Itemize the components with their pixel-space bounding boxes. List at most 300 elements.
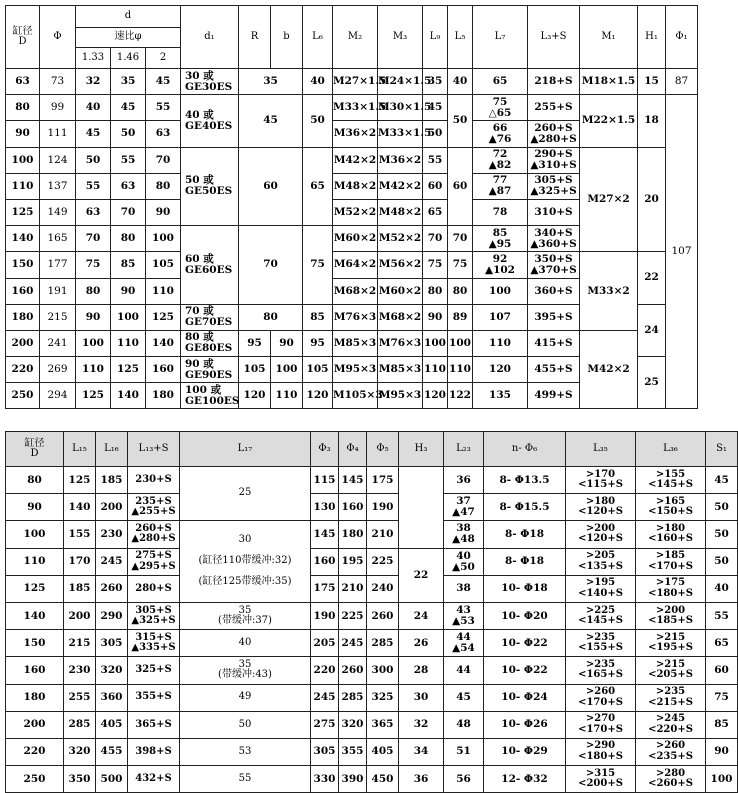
cell-l9: 35 [423,69,448,95]
cell-l13s: 355+S [128,684,180,711]
cell-m3: M68×2 [378,304,423,330]
cell-l7: 65 [473,69,528,95]
cell-phi4: 195 [339,548,367,575]
cell-d: 125 [6,199,40,225]
cell-nphi6: 10- Φ29 [484,738,566,765]
header2-l23: L₂₃ [444,432,484,467]
cell-m2: M60×2 [333,226,378,252]
header-ratio-146: 1.46 [111,48,146,69]
cell-d: 80 [6,467,64,494]
cell-d133: 40 [76,95,111,121]
cell-l13s: 260+S ▲280+S [128,521,180,548]
cell-l17: 49 [180,684,311,711]
cell-l7: 120 [473,357,528,383]
cell-d: 100 [6,147,40,173]
header-m3: M₃ [378,6,423,69]
cell-h3: 30 [399,684,444,711]
cell-nphi6: 8- Φ18 [484,521,566,548]
header-l3s: L₃+S [528,6,580,69]
cell-l36: >280 <260+S [636,766,706,793]
table-row [6,738,738,765]
cell-d133: 90 [76,304,111,330]
cell-l36: >200 <185+S [636,602,706,629]
header-phi1: Φ₁ [666,6,698,69]
cell-l9: 75 [423,252,448,278]
cell-phi4: 390 [339,766,367,793]
cell-l35: >235 <155+S [566,630,636,657]
cell-l6: 105 [303,357,333,383]
cell-h3: 36 [399,766,444,793]
cell-l13s: 275+S ▲295+S [128,548,180,575]
cell-h1: 20 [638,147,666,252]
cell-l16: 290 [96,602,128,629]
cell-l16: 245 [96,548,128,575]
cell-l15: 185 [64,575,96,602]
cell-l35: >270 <170+S [566,711,636,738]
cell-l23: 45 [444,684,484,711]
cell-l6: 95 [303,330,333,356]
cell-l3s: 290+S ▲310+S [528,147,580,173]
table-row [6,766,738,793]
cell-phi4: 145 [339,467,367,494]
cell-l23: 48 [444,711,484,738]
cell-d133: 75 [76,252,111,278]
header-l7: L₇ [473,6,528,69]
cell-d2: 180 [146,383,181,409]
cell-nphi6: 12- Φ32 [484,766,566,793]
cell-phi4: 225 [339,602,367,629]
cell-phi5: 365 [367,711,399,738]
cell-s1: 60 [706,657,738,684]
cell-d133: 32 [76,69,111,95]
cell-m2: M105×3 [333,383,378,409]
cell-d: 250 [6,766,64,793]
cell-l23: 38 [444,575,484,602]
cell-nphi6: 10- Φ22 [484,657,566,684]
cell-s1: 50 [706,548,738,575]
cell-l36: >215 <205+S [636,657,706,684]
cell-l17: 55 [180,766,311,793]
cell-d146: 140 [111,383,146,409]
cell-l7: 92 ▲102 [473,252,528,278]
cell-h3: 32 [399,711,444,738]
cell-l9: 55 [423,147,448,173]
cell-d146: 45 [111,95,146,121]
cell-h3: 28 [399,657,444,684]
cell-l3s: 218+S [528,69,580,95]
cell-m3: M52×2 [378,226,423,252]
table-cylinder-dimensions-1 [5,5,698,409]
cell-phi5: 325 [367,684,399,711]
header2-phi5: Φ₅ [367,432,399,467]
cell-d1: 30 或 GE30ES [181,69,239,95]
cell-phi3: 275 [311,711,339,738]
cell-phi5: 190 [367,494,399,521]
cell-d: 200 [6,330,40,356]
cell-nphi6: 10- Φ18 [484,575,566,602]
cell-d: 90 [6,494,64,521]
table-row [6,684,738,711]
cell-l36: >260 <235+S [636,738,706,765]
cell-d1: 100 或 GE100ES [181,383,239,409]
cell-l15: 155 [64,521,96,548]
cell-s1: 85 [706,711,738,738]
cell-l13s: 235+S ▲255+S [128,494,180,521]
cell-d146: 70 [111,199,146,225]
cell-m3: M48×2 [378,199,423,225]
header2-s1: S₁ [706,432,738,467]
cell-l35: >315 <200+S [566,766,636,793]
cell-r: 70 [239,226,303,305]
cell-phi3: 220 [311,657,339,684]
cell-phi3: 190 [311,602,339,629]
header2-l13s: L₁₃+S [128,432,180,467]
cell-d: 160 [6,278,40,304]
cell-l7: 78 [473,199,528,225]
header2-phi3: Φ₃ [311,432,339,467]
cell-l16: 455 [96,738,128,765]
cell-l23: 44 [444,657,484,684]
cell-phi: 137 [40,173,76,199]
cell-s1: 50 [706,494,738,521]
cell-h1: 24 [638,304,666,356]
cell-l16: 405 [96,711,128,738]
cell-nphi6: 8- Φ13.5 [484,467,566,494]
cell-l36: >235 <215+S [636,684,706,711]
table-row [6,69,698,95]
cell-l6: 85 [303,304,333,330]
cell-l9: 120 [423,383,448,409]
table-row [6,95,698,121]
cell-d146: 100 [111,304,146,330]
table-row [6,330,698,356]
cell-nphi6: 8- Φ15.5 [484,494,566,521]
cell-m2: M76×3 [333,304,378,330]
cell-d2: 160 [146,357,181,383]
cell-l35: >170 <115+S [566,467,636,494]
header-d-group: d [76,6,181,28]
cell-l15: 200 [64,602,96,629]
cell-d: 220 [6,357,40,383]
cell-l3s: 395+S [528,304,580,330]
cell-b: 110 [271,383,303,409]
header-ratio-133: 1.33 [76,48,111,69]
cell-m1: M18×1.5 [580,69,638,95]
cell-phi5: 240 [367,575,399,602]
cell-l5: 89 [448,304,473,330]
header2-l16: L₁₆ [96,432,128,467]
cell-l16: 500 [96,766,128,793]
cell-l9: 60 [423,173,448,199]
cell-d: 220 [6,738,64,765]
cell-phi5: 175 [367,467,399,494]
cell-l6: 65 [303,147,333,226]
cell-l36: >165 <150+S [636,494,706,521]
cell-d1: 40 或 GE40ES [181,95,239,147]
cell-l7: 85 ▲95 [473,226,528,252]
header-r: R [239,6,271,69]
cell-m2: M33×1.5 [333,95,378,121]
cell-l9: 90 [423,304,448,330]
cell-phi3: 145 [311,521,339,548]
cell-phi: 294 [40,383,76,409]
cell-d133: 63 [76,199,111,225]
cell-m1: M22×1.5 [580,95,638,147]
cell-l35: >195 <140+S [566,575,636,602]
cell-l9: 100 [423,330,448,356]
cell-d146: 63 [111,173,146,199]
cell-phi: 215 [40,304,76,330]
cell-m2: M64×2 [333,252,378,278]
cell-b: 90 [271,330,303,356]
cell-m2: M85×3 [333,330,378,356]
header-m1: M₁ [580,6,638,69]
cell-d133: 100 [76,330,111,356]
cell-l7: 72 ▲82 [473,147,528,173]
cell-m2: M95×3 [333,357,378,383]
cell-l17: 30 (缸径110带缓冲:32) (缸径125带缓冲:35) [180,521,311,603]
header-l5: L₅ [448,6,473,69]
cell-phi1: 87 [666,69,698,95]
cell-s1: 65 [706,630,738,657]
cell-phi: 177 [40,252,76,278]
cell-s1: 55 [706,602,738,629]
cell-l9: 65 [423,199,448,225]
cell-l35: >235 <165+S [566,657,636,684]
cell-d133: 125 [76,383,111,409]
cell-nphi6: 10- Φ26 [484,711,566,738]
cell-m2: M42×2 [333,147,378,173]
cell-l23: 51 [444,738,484,765]
table-row [6,467,738,494]
cell-d: 125 [6,575,64,602]
cell-m3: M42×2 [378,173,423,199]
cell-l5: 80 [448,278,473,304]
cell-d146: 110 [111,330,146,356]
cell-d: 180 [6,304,40,330]
cell-l23: 40 ▲50 [444,548,484,575]
cell-m3: M76×3 [378,330,423,356]
cell-d: 63 [6,69,40,95]
cell-h3: 22 [399,548,444,602]
cell-s1: 45 [706,467,738,494]
cell-r: 35 [239,69,303,95]
cell-l3s: 310+S [528,199,580,225]
cell-d: 160 [6,657,64,684]
cell-l35: >225 <145+S [566,602,636,629]
cell-l17: 40 [180,630,311,657]
header2-l35: L₃₅ [566,432,636,467]
cell-l35: >180 <120+S [566,494,636,521]
cell-r: 105 [239,357,271,383]
header-d1: d₁ [181,6,239,69]
cell-l17: 25 [180,467,311,521]
cell-m2: M68×2 [333,278,378,304]
cell-l13s: 365+S [128,711,180,738]
header-l9: L₉ [423,6,448,69]
cell-d146: 80 [111,226,146,252]
cell-d146: 85 [111,252,146,278]
cell-d2: 55 [146,95,181,121]
cell-d1: 90 或 GE90ES [181,357,239,383]
cell-d: 150 [6,630,64,657]
cell-d133: 45 [76,121,111,147]
cell-l13s: 398+S [128,738,180,765]
cell-b: 100 [271,357,303,383]
cell-phi3: 245 [311,684,339,711]
cell-l3s: 415+S [528,330,580,356]
cell-m3: M56×2 [378,252,423,278]
cell-d146: 35 [111,69,146,95]
cell-l7: 107 [473,304,528,330]
cell-h3: 26 [399,630,444,657]
cell-d146: 55 [111,147,146,173]
cell-l35: >200 <120+S [566,521,636,548]
cell-l13s: 325+S [128,657,180,684]
cell-s1: 100 [706,766,738,793]
cell-l13s: 432+S [128,766,180,793]
cell-h3 [399,467,444,549]
header-m2: M₂ [333,6,378,69]
header-h1: H₁ [638,6,666,69]
cell-phi: 73 [40,69,76,95]
cell-phi4: 320 [339,711,367,738]
cell-l13s: 315+S ▲335+S [128,630,180,657]
cell-l5: 122 [448,383,473,409]
cell-l17: 50 [180,711,311,738]
cell-l16: 260 [96,575,128,602]
cell-l16: 185 [96,467,128,494]
cell-l5: 40 [448,69,473,95]
table-row [6,602,738,629]
cell-l15: 140 [64,494,96,521]
cell-l9: 50 [423,121,448,147]
cell-m3: M60×2 [378,278,423,304]
cell-l36: >155 <145+S [636,467,706,494]
cell-nphi6: 8- Φ18 [484,548,566,575]
cell-phi: 111 [40,121,76,147]
cell-d2: 63 [146,121,181,147]
cell-phi5: 210 [367,521,399,548]
cell-l3s: 305+S ▲325+S [528,173,580,199]
cell-d: 140 [6,226,40,252]
cell-l7: 77 ▲87 [473,173,528,199]
cell-l35: >205 <135+S [566,548,636,575]
cell-l35: >260 <170+S [566,684,636,711]
cell-l15: 255 [64,684,96,711]
cell-m2: M52×2 [333,199,378,225]
cell-phi5: 285 [367,630,399,657]
cell-h3: 34 [399,738,444,765]
cell-m3: M95×3 [378,383,423,409]
cell-l15: 170 [64,548,96,575]
cell-phi5: 260 [367,602,399,629]
cell-l6: 120 [303,383,333,409]
cell-m2: M27×1.5 [333,69,378,95]
cell-l7: 110 [473,330,528,356]
cell-l36: >245 <220+S [636,711,706,738]
cell-l13s: 305+S ▲325+S [128,602,180,629]
cell-l7: 66 ▲76 [473,121,528,147]
cell-l17: 35 (带缓冲:43) [180,657,311,684]
cell-phi5: 300 [367,657,399,684]
table-row [6,548,738,575]
cell-l3s: 360+S [528,278,580,304]
cell-l23: 43 ▲53 [444,602,484,629]
cell-d2: 140 [146,330,181,356]
cell-d1: 60 或 GE60ES [181,226,239,305]
cell-d133: 70 [76,226,111,252]
cell-s1: 40 [706,575,738,602]
cell-d: 80 [6,95,40,121]
cell-d1: 50 或 GE50ES [181,147,239,226]
cell-phi3: 160 [311,548,339,575]
cell-l23: 38 ▲48 [444,521,484,548]
cell-d: 140 [6,602,64,629]
cell-l15: 215 [64,630,96,657]
cell-phi: 241 [40,330,76,356]
cell-l5: 110 [448,357,473,383]
cell-d2: 100 [146,226,181,252]
cell-h1: 22 [638,252,666,304]
cell-d: 110 [6,548,64,575]
cell-s1: 75 [706,684,738,711]
cell-s1: 50 [706,521,738,548]
header2-l17: L₁₇ [180,432,311,467]
cell-phi5: 225 [367,548,399,575]
cell-nphi6: 10- Φ22 [484,630,566,657]
cell-d2: 105 [146,252,181,278]
table-row [6,252,698,278]
cell-l5: 75 [448,252,473,278]
cell-l15: 125 [64,467,96,494]
header2-l15: L₁₅ [64,432,96,467]
cell-d2: 80 [146,173,181,199]
cell-l3s: 455+S [528,357,580,383]
cell-d: 150 [6,252,40,278]
cell-m2: M36×2 [333,121,378,147]
cell-l13s: 280+S [128,575,180,602]
cell-h1: 18 [638,95,666,147]
cell-phi4: 210 [339,575,367,602]
cell-l17: 35 (带缓冲:37) [180,602,311,629]
cell-h1: 15 [638,69,666,95]
cell-l5: 70 [448,226,473,252]
cell-l3s: 499+S [528,383,580,409]
cell-phi3: 115 [311,467,339,494]
cell-d133: 110 [76,357,111,383]
cell-l23: 37 ▲47 [444,494,484,521]
cell-d: 180 [6,684,64,711]
cell-d133: 80 [76,278,111,304]
cell-l9: 110 [423,357,448,383]
cell-d133: 55 [76,173,111,199]
cell-l16: 230 [96,521,128,548]
cell-l16: 360 [96,684,128,711]
cell-l35: >290 <180+S [566,738,636,765]
cell-d: 100 [6,521,64,548]
cell-m3: M36×2 [378,147,423,173]
cell-phi4: 160 [339,494,367,521]
cell-d2: 110 [146,278,181,304]
cell-phi4: 180 [339,521,367,548]
cell-l3s: 340+S ▲360+S [528,226,580,252]
table-row [6,711,738,738]
cell-l6: 75 [303,226,333,305]
cell-d2: 90 [146,199,181,225]
cell-l36: >180 <160+S [636,521,706,548]
header-l6: L₆ [303,6,333,69]
